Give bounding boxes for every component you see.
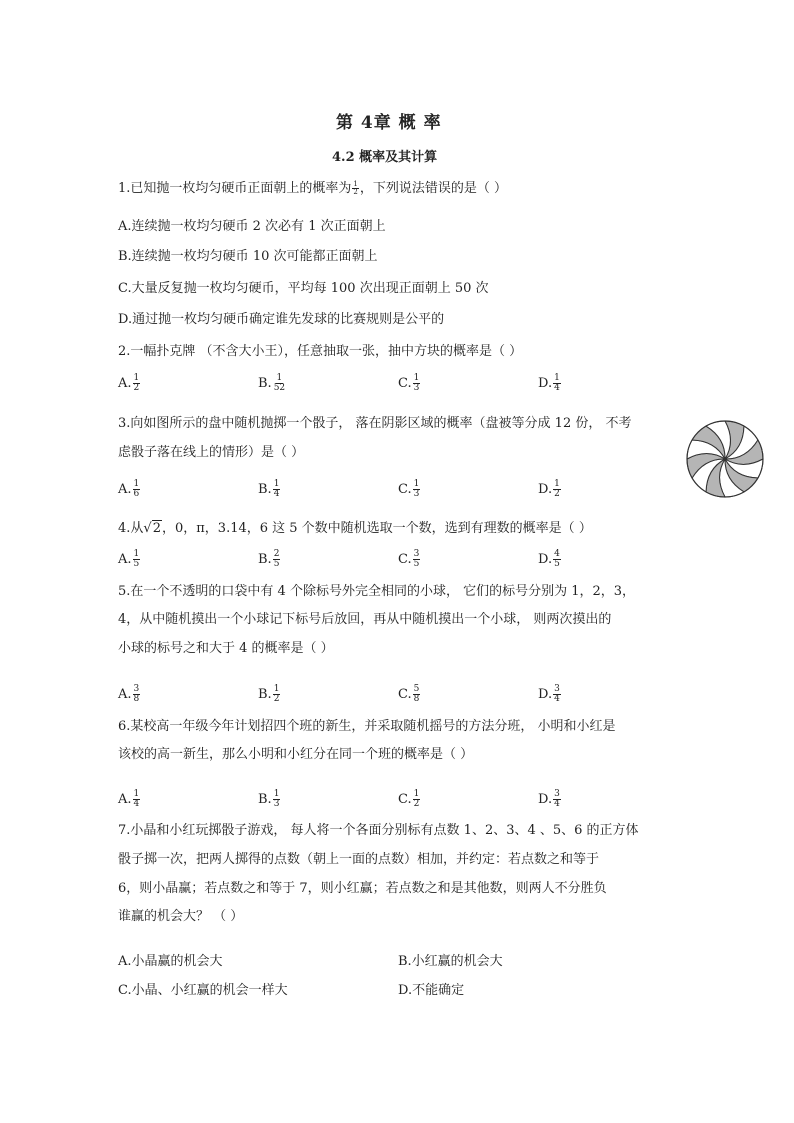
frac-num: 1 xyxy=(413,789,420,799)
sqrt-symbol: √2 xyxy=(143,521,161,536)
q4-stem-pre: 4.从 xyxy=(118,521,144,536)
q7-stem-line3: 6，则小晶赢；若点数之和等于 7，则小红赢；若点数之和是其他数，则两人不分胜负 xyxy=(118,881,607,896)
frac-num: 1 xyxy=(276,373,283,383)
q6-stem-line2: 该校的高一新生，那么小明和小红分在同一个班的概率是（ ） xyxy=(118,747,474,762)
spinner-disc-figure xyxy=(684,418,766,500)
chapter-title: 第 4章 概 率 xyxy=(336,113,442,133)
option-fraction xyxy=(553,685,561,704)
q1-stem-pre: 1.已知抛一枚均匀硬币正面朝上的概率为 xyxy=(118,181,352,196)
q1-frac-den: 2 xyxy=(353,188,358,196)
frac-den: 2 xyxy=(133,383,140,393)
frac-num: 3 xyxy=(133,684,140,694)
frac-den: 4 xyxy=(554,383,560,393)
option-fraction xyxy=(273,374,286,393)
frac-num: 4 xyxy=(554,549,560,559)
q4-option-b xyxy=(258,550,281,569)
option-fraction xyxy=(553,480,561,499)
option-letter: B. xyxy=(258,792,272,807)
q3-stem-line2: 虑骰子落在线上的情形）是（ ） xyxy=(118,445,305,460)
option-letter: B. xyxy=(258,552,272,567)
frac-den: 5 xyxy=(273,559,280,569)
option-fraction xyxy=(273,790,281,809)
q7-option-b: B.小红赢的机会大 xyxy=(398,954,503,969)
q4-stem xyxy=(118,520,592,538)
frac-num: 2 xyxy=(273,549,280,559)
frac-num: 1 xyxy=(133,479,140,489)
q2-option-b xyxy=(258,374,287,393)
section-title: 4.2 概率及其计算 xyxy=(332,150,438,165)
frac-num: 1 xyxy=(133,549,140,559)
frac-num: 1 xyxy=(554,373,560,383)
q7-stem-line4: 谁赢的机会大？ （ ） xyxy=(118,909,244,924)
q4-option-a xyxy=(118,550,141,569)
q1-option-b: B.连续抛一枚均匀硬币 10 次可能都正面朝上 xyxy=(118,249,378,264)
option-letter: A. xyxy=(118,552,132,567)
q3-option-b xyxy=(258,480,281,499)
option-letter: C. xyxy=(398,687,412,702)
q1-option-a: A.连续抛一枚均匀硬币 2 次必有 1 次正面朝上 xyxy=(118,219,386,234)
q4-option-c xyxy=(398,550,421,569)
frac-den: 6 xyxy=(133,489,140,499)
frac-den: 4 xyxy=(273,489,280,499)
option-fraction xyxy=(413,550,421,569)
option-fraction xyxy=(413,685,421,704)
frac-den: 2 xyxy=(554,489,560,499)
q4-stem-post: ，0，π，3.14，6 这 5 个数中随机选取一个数，选到有理数的概率是（ ） xyxy=(161,521,592,536)
frac-den: 4 xyxy=(554,694,560,704)
frac-den: 4 xyxy=(133,799,140,809)
option-letter: A. xyxy=(118,792,132,807)
frac-num: 1 xyxy=(273,479,280,489)
option-letter: B. xyxy=(258,376,272,391)
q5-stem-line1: 5.在一个不透明的口袋中有 4 个除标号外完全相同的小球， 它们的标号分别为 1，2，3， xyxy=(118,584,636,599)
option-fraction xyxy=(553,790,561,809)
frac-num: 5 xyxy=(413,684,420,694)
frac-num: 1 xyxy=(133,789,140,799)
frac-num: 3 xyxy=(413,549,420,559)
q3-option-c xyxy=(398,480,421,499)
q5-stem-line2: 4，从中随机摸出一个小球记下标号后放回，再从中随机摸出一个小球， 则两次摸出的 xyxy=(118,612,612,627)
q1-option-c: C.大量反复抛一枚均匀硬币，平均每 100 次出现正面朝上 50 次 xyxy=(118,281,489,296)
q6-option-d xyxy=(538,790,562,809)
option-fraction xyxy=(273,480,281,499)
q5-option-b xyxy=(258,685,281,704)
frac-den: 52 xyxy=(273,383,286,393)
option-letter: B. xyxy=(258,482,272,497)
q6-option-b xyxy=(258,790,281,809)
q1-option-d: D.通过抛一枚均匀硬币确定谁先发球的比赛规则是公平的 xyxy=(118,312,445,327)
frac-num: 1 xyxy=(273,789,280,799)
frac-num: 1 xyxy=(273,684,280,694)
frac-den: 2 xyxy=(413,799,420,809)
option-letter: D. xyxy=(538,687,553,702)
frac-den: 8 xyxy=(413,694,420,704)
q3-stem-line1: 3.向如图所示的盘中随机抛掷一个骰子， 落在阴影区域的概率（盘被等分成 12 份， 不考 xyxy=(118,416,632,431)
option-letter: D. xyxy=(538,482,553,497)
q1-stem-post: ，下列说法错误的是（ ） xyxy=(359,181,508,196)
option-fraction xyxy=(133,790,141,809)
q5-option-a xyxy=(118,685,141,704)
option-fraction xyxy=(133,550,141,569)
q4-option-d xyxy=(538,550,562,569)
option-fraction xyxy=(133,480,141,499)
q5-option-c xyxy=(398,685,421,704)
frac-den: 4 xyxy=(554,799,560,809)
q6-option-a xyxy=(118,790,141,809)
frac-num: 1 xyxy=(413,479,420,489)
q3-option-a xyxy=(118,480,141,499)
frac-den: 5 xyxy=(554,559,560,569)
option-fraction xyxy=(553,374,561,393)
option-fraction xyxy=(553,550,561,569)
frac-num: 3 xyxy=(554,789,560,799)
frac-den: 5 xyxy=(133,559,140,569)
option-fraction xyxy=(133,374,141,393)
q1-stem-fraction xyxy=(352,181,358,196)
q6-option-c xyxy=(398,790,421,809)
q1-stem xyxy=(118,180,507,198)
option-letter: C. xyxy=(398,482,412,497)
option-fraction xyxy=(413,790,421,809)
frac-den: 3 xyxy=(413,489,420,499)
frac-num: 3 xyxy=(554,684,560,694)
q3-option-d xyxy=(538,480,562,499)
frac-den: 3 xyxy=(413,383,420,393)
frac-den: 8 xyxy=(133,694,140,704)
option-letter: A. xyxy=(118,482,132,497)
q7-option-d: D.不能确定 xyxy=(398,983,465,998)
frac-den: 5 xyxy=(413,559,420,569)
q5-stem-line3: 小球的标号之和大于 4 的概率是（ ） xyxy=(118,641,334,656)
q2-stem: 2.一幅扑克牌 （不含大小王），任意抽取一张，抽中方块的概率是（ ） xyxy=(118,344,523,359)
sqrt-radicand: 2 xyxy=(152,521,161,536)
q2-option-d xyxy=(538,374,562,393)
frac-num: 1 xyxy=(554,479,560,489)
option-letter: C. xyxy=(398,552,412,567)
option-fraction xyxy=(413,480,421,499)
frac-den: 3 xyxy=(273,799,280,809)
option-fraction xyxy=(273,685,281,704)
option-fraction xyxy=(273,550,281,569)
option-fraction xyxy=(413,374,421,393)
q7-stem-line1: 7.小晶和小红玩掷骰子游戏， 每人将一个各面分别标有点数 1、2、3、4 、5、6 的正方体 xyxy=(118,823,639,838)
q2-option-c xyxy=(398,374,421,393)
option-letter: D. xyxy=(538,552,553,567)
option-letter: C. xyxy=(398,792,412,807)
q7-option-a: A.小晶赢的机会大 xyxy=(118,954,223,969)
option-letter: D. xyxy=(538,376,553,391)
q1-frac-num: 1 xyxy=(353,180,358,188)
q7-option-c: C.小晶、小红赢的机会一样大 xyxy=(118,983,288,998)
option-letter: C. xyxy=(398,376,412,391)
frac-den: 2 xyxy=(273,694,280,704)
q2-option-a xyxy=(118,374,141,393)
frac-num: 1 xyxy=(133,373,140,383)
q6-stem-line1: 6.某校高一年级今年计划招四个班的新生，并采取随机摇号的方法分班， 小明和小红是 xyxy=(118,719,616,734)
option-letter: A. xyxy=(118,687,132,702)
q7-stem-line2: 骰子掷一次，把两人掷得的点数（朝上一面的点数）相加，并约定：若点数之和等于 xyxy=(118,852,600,867)
option-letter: D. xyxy=(538,792,553,807)
frac-num: 1 xyxy=(413,373,420,383)
option-fraction xyxy=(133,685,141,704)
q5-option-d xyxy=(538,685,562,704)
option-letter: B. xyxy=(258,687,272,702)
option-letter: A. xyxy=(118,376,132,391)
